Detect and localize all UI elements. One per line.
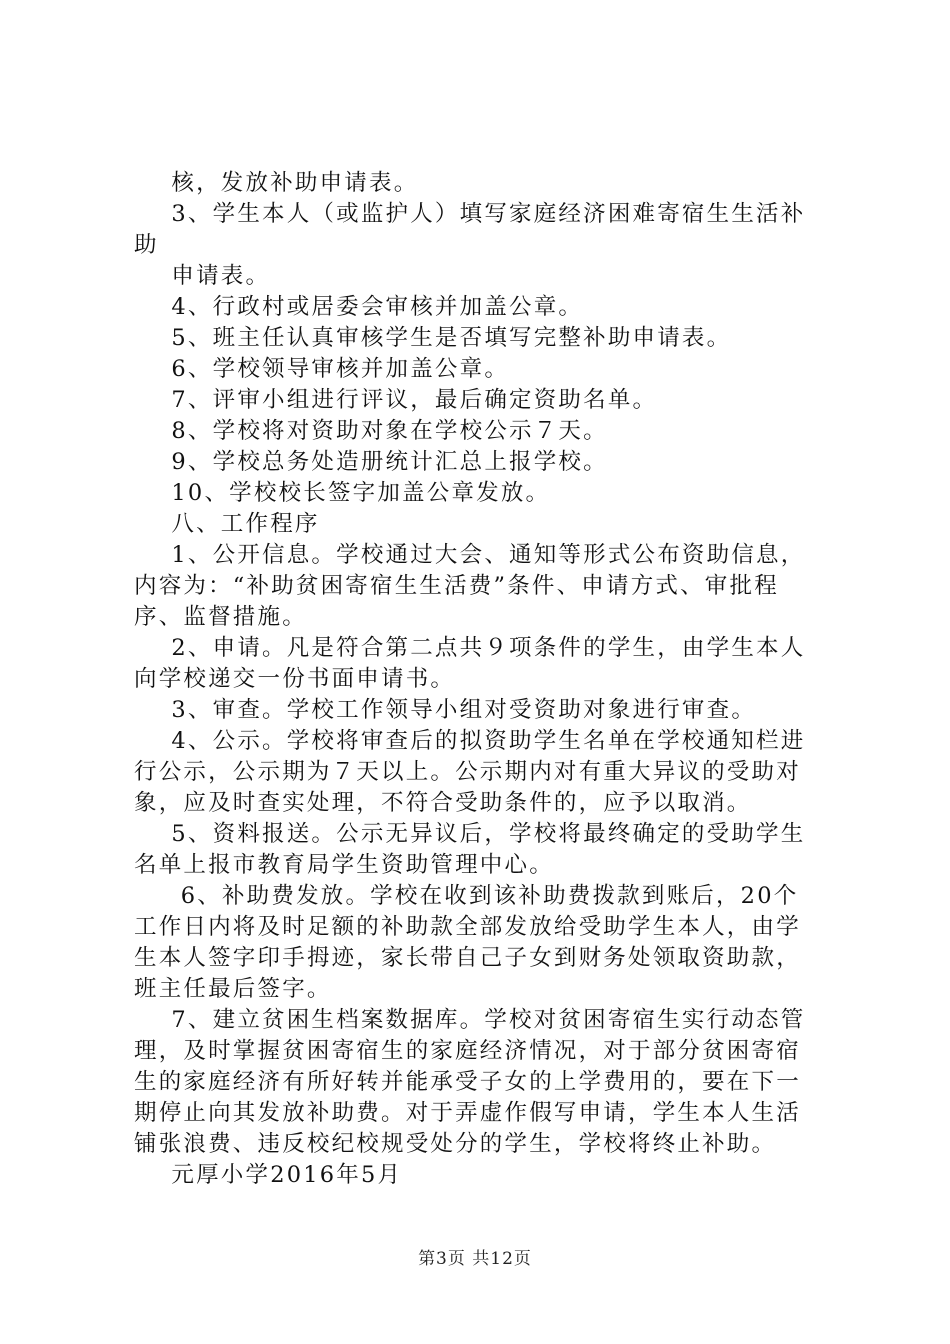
text-line: 铺张浪费、违反校纪校规受处分的学生，学校将终止补助。 [134,1131,777,1157]
text-line: 期停止向其发放补助费。对于弄虚作假写申请，学生本人生活 [134,1100,801,1126]
text-line: 4、行政村或居委会审核并加盖公章。 [134,294,584,320]
text-line: 行公示，公示期为７天以上。公示期内对有重大异议的受助对 [134,759,801,785]
text-line: 班主任最后签字。 [134,976,332,1002]
text-line: 8、学校将对资助对象在学校公示７天。 [134,418,608,444]
text-line: 生本人签字印手拇迹，家长带自己子女到财务处领取资助款， [134,945,801,971]
text-line: 5、班主任认真审核学生是否填写完整补助申请表。 [134,325,732,351]
text-line: 2、申请。凡是符合第二点共９项条件的学生，由学生本人 [134,635,806,661]
text-line: 助 [134,232,159,258]
text-line: 内容为：“补助贫困寄宿生生活费”条件、申请方式、审批程 [134,573,779,599]
document-body [134,168,834,1191]
text-line: 3、审查。学校工作领导小组对受资助对象进行审查。 [134,697,757,723]
text-line: 生的家庭经济有所好转并能承受子女的上学费用的，要在下一 [134,1069,801,1095]
text-line: 1、公开信息。学校通过大会、通知等形式公布资助信息， [134,542,806,568]
section-heading: 八、工作程序 [134,511,320,537]
text-line: 工作日内将及时足额的补助款全部发放给受助学生本人，由学 [134,914,801,940]
text-line: 10、学校校长签字加盖公章发放。 [134,480,551,506]
text-line: 象，应及时查实处理，不符合受助条件的，应予以取消。 [134,790,752,816]
text-line: 5、资料报送。公示无异议后，学校将最终确定的受助学生 [134,821,806,847]
text-line: 7、建立贫困生档案数据库。学校对贫困寄宿生实行动态管 [134,1007,806,1033]
page-number-footer: 第3页 共12页 [418,1249,532,1269]
text-line: 理，及时掌握贫困寄宿生的家庭经济情况，对于部分贫困寄宿 [134,1038,801,1064]
text-line: 4、公示。学校将审查后的拟资助学生名单在学校通知栏进 [134,728,806,754]
text-line: 3、学生本人（或监护人）填写家庭经济困难寄宿生生活补 [134,201,806,227]
signature-line: 元厚小学2016年5月 [134,1162,403,1188]
text-line: 申请表。 [134,263,271,289]
text-line: 6、学校领导审核并加盖公章。 [134,356,510,382]
text-line: 序、监督措施。 [134,604,307,630]
text-line: 6、补助费发放。学校在收到该补助费拨款到账后，20个 [134,883,799,909]
text-line: 向学校递交一份书面申请书。 [134,666,456,692]
text-line: 核，发放补助申请表。 [134,170,419,196]
text-line: 9、学校总务处造册统计汇总上报学校。 [134,449,608,475]
text-line: 名单上报市教育局学生资助管理中心。 [134,852,554,878]
text-line: 7、评审小组进行评议，最后确定资助名单。 [134,387,658,413]
